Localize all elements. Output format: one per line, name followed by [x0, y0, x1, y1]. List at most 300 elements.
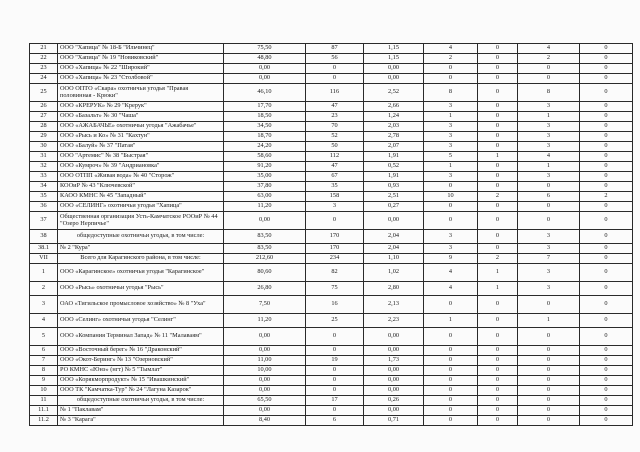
- organization-name-cell: ООО «Компания Терминал Запад» № 11 "Малаваям": [58, 328, 224, 346]
- value-cell-v4: 3: [424, 244, 478, 254]
- value-cell-v1: 37,80: [224, 182, 306, 192]
- table-row: [30, 152, 633, 162]
- value-cell-v6: 0: [518, 356, 580, 366]
- row-number-cell: 29: [30, 132, 58, 142]
- value-cell-v2: 116: [306, 84, 364, 102]
- value-cell-v2: 170: [306, 230, 364, 244]
- row-number-cell: 35: [30, 192, 58, 202]
- row-number-cell: 9: [30, 376, 58, 386]
- value-cell-v7: 0: [580, 356, 633, 366]
- value-cell-v2: 0: [306, 64, 364, 74]
- value-cell-v7: 0: [580, 396, 633, 406]
- value-cell-v7: 0: [580, 84, 633, 102]
- value-cell-v6: 0: [518, 182, 580, 192]
- value-cell-v3: 0,00: [364, 212, 424, 230]
- value-cell-v5: 0: [478, 112, 518, 122]
- value-cell-v1: 58,60: [224, 152, 306, 162]
- table-row: [30, 314, 633, 328]
- organization-name-cell: ООО «Балуй» № 37 "Патая": [58, 142, 224, 152]
- table-row: [30, 102, 633, 112]
- value-cell-v7: 0: [580, 328, 633, 346]
- value-cell-v2: 170: [306, 244, 364, 254]
- value-cell-v2: 0: [306, 376, 364, 386]
- value-cell-v2: 112: [306, 152, 364, 162]
- value-cell-v4: 0: [424, 74, 478, 84]
- value-cell-v6: 1: [518, 162, 580, 172]
- organization-name-cell: ООО ТК "Камчатка-Тур" № 24 "Лагуна Казарок": [58, 386, 224, 396]
- value-cell-v5: 0: [478, 212, 518, 230]
- value-cell-v2: 0: [306, 386, 364, 396]
- value-cell-v3: 2,66: [364, 102, 424, 112]
- value-cell-v4: 0: [424, 328, 478, 346]
- table-row: [30, 376, 633, 386]
- table-row: [30, 356, 633, 366]
- table-row: [30, 328, 633, 346]
- row-number-cell: 2: [30, 282, 58, 296]
- value-cell-v5: 2: [478, 192, 518, 202]
- value-cell-v7: 0: [580, 122, 633, 132]
- value-cell-v5: 0: [478, 102, 518, 112]
- organization-name-cell: ООО ОПТО «Скара» охотничьи угодья "Правая половинная - Крюки": [58, 84, 224, 102]
- value-cell-v5: 0: [478, 386, 518, 396]
- row-number-cell: 3: [30, 296, 58, 314]
- value-cell-v7: 0: [580, 112, 633, 122]
- value-cell-v7: 0: [580, 282, 633, 296]
- table-row: [30, 264, 633, 282]
- value-cell-v5: 0: [478, 202, 518, 212]
- organization-name-cell: РО КМНС «Юнэ» (нгт) № 5 "Тымлат": [58, 366, 224, 376]
- value-cell-v2: 17: [306, 396, 364, 406]
- organization-name-cell: ООО «Окот-Беринг» № 13 "Озерновский": [58, 356, 224, 366]
- value-cell-v1: 0,00: [224, 328, 306, 346]
- table-row: [30, 416, 633, 426]
- value-cell-v5: 0: [478, 54, 518, 64]
- table-row: [30, 386, 633, 396]
- value-cell-v3: 0,71: [364, 416, 424, 426]
- value-cell-v2: 35: [306, 182, 364, 192]
- value-cell-v4: 4: [424, 264, 478, 282]
- organization-name-cell: № 2 "Кура": [58, 244, 224, 254]
- organization-name-cell: № 1 "Паклавам": [58, 406, 224, 416]
- value-cell-v6: 3: [518, 282, 580, 296]
- value-cell-v5: 0: [478, 346, 518, 356]
- row-number-cell: 11.2: [30, 416, 58, 426]
- table-row: [30, 244, 633, 254]
- organization-name-cell: ООО «Карагинское» охотничьи угодья "Карагинское": [58, 264, 224, 282]
- table-row: [30, 172, 633, 182]
- value-cell-v5: 0: [478, 162, 518, 172]
- value-cell-v4: 5: [424, 152, 478, 162]
- value-cell-v5: 1: [478, 282, 518, 296]
- value-cell-v6: 3: [518, 264, 580, 282]
- value-cell-v1: 0,00: [224, 376, 306, 386]
- value-cell-v2: 87: [306, 44, 364, 54]
- value-cell-v2: 0: [306, 346, 364, 356]
- organization-name-cell: общедоступные охотничьи угодья, в том числе:: [58, 396, 224, 406]
- value-cell-v4: 0: [424, 396, 478, 406]
- value-cell-v3: 1,15: [364, 44, 424, 54]
- value-cell-v1: 0,00: [224, 212, 306, 230]
- row-number-cell: 31: [30, 152, 58, 162]
- value-cell-v5: 0: [478, 314, 518, 328]
- hunting-grounds-table: [29, 43, 633, 426]
- value-cell-v3: 2,23: [364, 314, 424, 328]
- organization-name-cell: ООО «Хапица» № 22 "Широкий": [58, 64, 224, 74]
- value-cell-v6: 0: [518, 346, 580, 356]
- row-number-cell: 21: [30, 44, 58, 54]
- value-cell-v3: 2,07: [364, 142, 424, 152]
- value-cell-v1: 80,60: [224, 264, 306, 282]
- value-cell-v4: 0: [424, 366, 478, 376]
- value-cell-v3: 0,00: [364, 406, 424, 416]
- value-cell-v2: 52: [306, 132, 364, 142]
- value-cell-v4: 3: [424, 132, 478, 142]
- value-cell-v6: 3: [518, 172, 580, 182]
- value-cell-v2: 70: [306, 122, 364, 132]
- row-number-cell: 27: [30, 112, 58, 122]
- value-cell-v5: 0: [478, 122, 518, 132]
- value-cell-v1: 18,50: [224, 112, 306, 122]
- value-cell-v1: 11,20: [224, 314, 306, 328]
- value-cell-v2: 50: [306, 142, 364, 152]
- value-cell-v4: 0: [424, 376, 478, 386]
- value-cell-v7: 0: [580, 44, 633, 54]
- value-cell-v3: 1,10: [364, 254, 424, 264]
- value-cell-v1: 65,50: [224, 396, 306, 406]
- value-cell-v6: 0: [518, 212, 580, 230]
- value-cell-v4: 3: [424, 102, 478, 112]
- value-cell-v3: 1,91: [364, 152, 424, 162]
- organization-name-cell: ООО «Рысь и Ко» № 31 "Кахтун": [58, 132, 224, 142]
- value-cell-v4: 0: [424, 356, 478, 366]
- value-cell-v4: 0: [424, 406, 478, 416]
- value-cell-v1: 46,10: [224, 84, 306, 102]
- value-cell-v6: 2: [518, 54, 580, 64]
- row-number-cell: 32: [30, 162, 58, 172]
- value-cell-v4: 3: [424, 122, 478, 132]
- value-cell-v6: 1: [518, 112, 580, 122]
- table-row: [30, 212, 633, 230]
- table-row: [30, 406, 633, 416]
- value-cell-v1: 212,60: [224, 254, 306, 264]
- value-cell-v4: 8: [424, 84, 478, 102]
- table-row: [30, 230, 633, 244]
- value-cell-v2: 67: [306, 172, 364, 182]
- value-cell-v2: 56: [306, 54, 364, 64]
- value-cell-v2: 16: [306, 296, 364, 314]
- value-cell-v5: 0: [478, 64, 518, 74]
- value-cell-v2: 0: [306, 366, 364, 376]
- organization-name-cell: ООО «АЖАБАЧЬЕ» охотничьи угодья "Ажабачье": [58, 122, 224, 132]
- row-number-cell: 7: [30, 356, 58, 366]
- value-cell-v6: 3: [518, 244, 580, 254]
- table-row: [30, 202, 633, 212]
- row-number-cell: 26: [30, 102, 58, 112]
- organization-name-cell: ООО «Восточный берег» № 16 "Драконский": [58, 346, 224, 356]
- value-cell-v3: 0,00: [364, 64, 424, 74]
- value-cell-v7: 0: [580, 152, 633, 162]
- value-cell-v7: 0: [580, 376, 633, 386]
- table-row: [30, 396, 633, 406]
- value-cell-v7: 0: [580, 296, 633, 314]
- value-cell-v7: 0: [580, 162, 633, 172]
- table-row: [30, 366, 633, 376]
- value-cell-v6: 3: [518, 230, 580, 244]
- organization-name-cell: КАОО КМНС № 45 "Западный": [58, 192, 224, 202]
- value-cell-v6: 3: [518, 102, 580, 112]
- table-row: [30, 254, 633, 264]
- value-cell-v3: 0,00: [364, 346, 424, 356]
- organization-name-cell: ООО "Хапица" № 19 "Новиковский": [58, 54, 224, 64]
- value-cell-v3: 0,26: [364, 396, 424, 406]
- value-cell-v1: 11,20: [224, 202, 306, 212]
- value-cell-v2: 25: [306, 314, 364, 328]
- value-cell-v1: 26,80: [224, 282, 306, 296]
- table-row: [30, 132, 633, 142]
- value-cell-v2: 19: [306, 356, 364, 366]
- value-cell-v2: 0: [306, 406, 364, 416]
- value-cell-v5: 1: [478, 152, 518, 162]
- table-row: [30, 192, 633, 202]
- value-cell-v2: 23: [306, 112, 364, 122]
- organization-name-cell: № 3 "Карага": [58, 416, 224, 426]
- value-cell-v6: 0: [518, 366, 580, 376]
- value-cell-v1: 34,50: [224, 122, 306, 132]
- value-cell-v4: 0: [424, 202, 478, 212]
- organization-name-cell: ООО «Корякморпродукт» № 15 "Ивашкинский": [58, 376, 224, 386]
- value-cell-v6: 0: [518, 406, 580, 416]
- row-number-cell: 30: [30, 142, 58, 152]
- value-cell-v6: 3: [518, 122, 580, 132]
- value-cell-v3: 2,04: [364, 230, 424, 244]
- value-cell-v4: 0: [424, 346, 478, 356]
- value-cell-v6: 0: [518, 64, 580, 74]
- value-cell-v3: 1,24: [364, 112, 424, 122]
- value-cell-v6: 0: [518, 396, 580, 406]
- value-cell-v3: 0,00: [364, 74, 424, 84]
- value-cell-v3: 2,13: [364, 296, 424, 314]
- table-row: [30, 44, 633, 54]
- value-cell-v7: 0: [580, 64, 633, 74]
- value-cell-v4: 9: [424, 254, 478, 264]
- row-number-cell: 10: [30, 386, 58, 396]
- value-cell-v3: 0,00: [364, 328, 424, 346]
- value-cell-v7: 0: [580, 142, 633, 152]
- value-cell-v4: 1: [424, 162, 478, 172]
- value-cell-v1: 0,00: [224, 386, 306, 396]
- row-number-cell: 25: [30, 84, 58, 102]
- value-cell-v3: 1,73: [364, 356, 424, 366]
- value-cell-v3: 2,80: [364, 282, 424, 296]
- value-cell-v5: 0: [478, 356, 518, 366]
- value-cell-v3: 1,02: [364, 264, 424, 282]
- row-number-cell: 22: [30, 54, 58, 64]
- value-cell-v5: 0: [478, 328, 518, 346]
- value-cell-v1: 75,50: [224, 44, 306, 54]
- row-number-cell: 36: [30, 202, 58, 212]
- value-cell-v2: 0: [306, 212, 364, 230]
- value-cell-v5: 0: [478, 296, 518, 314]
- value-cell-v6: 0: [518, 74, 580, 84]
- value-cell-v7: 0: [580, 406, 633, 416]
- value-cell-v4: 0: [424, 296, 478, 314]
- value-cell-v7: 0: [580, 416, 633, 426]
- value-cell-v5: 0: [478, 396, 518, 406]
- value-cell-v4: 0: [424, 182, 478, 192]
- value-cell-v7: 0: [580, 132, 633, 142]
- value-cell-v7: 0: [580, 182, 633, 192]
- value-cell-v1: 0,00: [224, 74, 306, 84]
- value-cell-v5: 0: [478, 230, 518, 244]
- value-cell-v4: 1: [424, 112, 478, 122]
- value-cell-v1: 48,80: [224, 54, 306, 64]
- value-cell-v5: 0: [478, 44, 518, 54]
- value-cell-v1: 0,00: [224, 406, 306, 416]
- value-cell-v6: 0: [518, 386, 580, 396]
- value-cell-v1: 10,00: [224, 366, 306, 376]
- row-number-cell: 23: [30, 64, 58, 74]
- value-cell-v6: 1: [518, 314, 580, 328]
- value-cell-v6: 0: [518, 328, 580, 346]
- table-row: [30, 84, 633, 102]
- value-cell-v4: 10: [424, 192, 478, 202]
- value-cell-v3: 2,03: [364, 122, 424, 132]
- value-cell-v4: 3: [424, 230, 478, 244]
- row-number-cell: 28: [30, 122, 58, 132]
- table-row: [30, 64, 633, 74]
- value-cell-v5: 2: [478, 254, 518, 264]
- value-cell-v3: 1,91: [364, 172, 424, 182]
- value-cell-v5: 0: [478, 416, 518, 426]
- table-row: [30, 54, 633, 64]
- organization-name-cell: ООО «Базальт» № 30 "Чаша": [58, 112, 224, 122]
- value-cell-v6: 4: [518, 44, 580, 54]
- value-cell-v7: 0: [580, 264, 633, 282]
- row-number-cell: 24: [30, 74, 58, 84]
- table-row: [30, 182, 633, 192]
- value-cell-v2: 0: [306, 74, 364, 84]
- value-cell-v5: 0: [478, 182, 518, 192]
- value-cell-v7: 0: [580, 74, 633, 84]
- value-cell-v4: 3: [424, 172, 478, 182]
- value-cell-v2: 47: [306, 162, 364, 172]
- row-number-cell: 37: [30, 212, 58, 230]
- value-cell-v1: 0,00: [224, 346, 306, 356]
- table-row: [30, 142, 633, 152]
- value-cell-v2: 6: [306, 416, 364, 426]
- organization-name-cell: ООО «Рысь» охотничьи угодья "Рысь": [58, 282, 224, 296]
- value-cell-v5: 0: [478, 406, 518, 416]
- value-cell-v2: 75: [306, 282, 364, 296]
- value-cell-v7: 0: [580, 172, 633, 182]
- value-cell-v3: 0,00: [364, 376, 424, 386]
- row-number-cell: 4: [30, 314, 58, 328]
- row-number-cell: 38.1: [30, 244, 58, 254]
- value-cell-v1: 18,70: [224, 132, 306, 142]
- row-number-cell: 1: [30, 264, 58, 282]
- row-number-cell: 33: [30, 172, 58, 182]
- row-number-cell: VII: [30, 254, 58, 264]
- value-cell-v6: 3: [518, 132, 580, 142]
- value-cell-v7: 0: [580, 254, 633, 264]
- value-cell-v2: 3: [306, 202, 364, 212]
- value-cell-v5: 0: [478, 376, 518, 386]
- table-row: [30, 346, 633, 356]
- table-row: [30, 122, 633, 132]
- organization-name-cell: ООО «Хапица» № 23 "Столбовой": [58, 74, 224, 84]
- table-row: [30, 296, 633, 314]
- value-cell-v1: 35,00: [224, 172, 306, 182]
- value-cell-v7: 0: [580, 230, 633, 244]
- organization-name-cell: ООО ОТПП «Живая вода» № 40 "Сторож": [58, 172, 224, 182]
- value-cell-v6: 8: [518, 84, 580, 102]
- organization-name-cell: ООО «КРЕРУК» № 29 "Крерук": [58, 102, 224, 112]
- table-row: [30, 112, 633, 122]
- row-number-cell: 38: [30, 230, 58, 244]
- value-cell-v4: 0: [424, 64, 478, 74]
- organization-name-cell: ООО "Хапица" № 18-Б "Ильчинец": [58, 44, 224, 54]
- organization-name-cell: КООиР № 43 "Ключевской": [58, 182, 224, 192]
- value-cell-v3: 0,93: [364, 182, 424, 192]
- value-cell-v7: 0: [580, 346, 633, 356]
- value-cell-v4: 2: [424, 54, 478, 64]
- value-cell-v5: 1: [478, 264, 518, 282]
- value-cell-v1: 8,40: [224, 416, 306, 426]
- value-cell-v7: 0: [580, 314, 633, 328]
- value-cell-v4: 0: [424, 212, 478, 230]
- row-number-cell: 5: [30, 328, 58, 346]
- value-cell-v6: 0: [518, 202, 580, 212]
- value-cell-v6: 4: [518, 152, 580, 162]
- row-number-cell: 8: [30, 366, 58, 376]
- value-cell-v7: 0: [580, 386, 633, 396]
- value-cell-v5: 0: [478, 142, 518, 152]
- value-cell-v4: 4: [424, 44, 478, 54]
- value-cell-v7: 0: [580, 54, 633, 64]
- table-row: [30, 74, 633, 84]
- organization-name-cell: Всего для Карагинского района, в том числе:: [58, 254, 224, 264]
- value-cell-v7: 2: [580, 192, 633, 202]
- value-cell-v6: 0: [518, 416, 580, 426]
- value-cell-v7: 0: [580, 102, 633, 112]
- value-cell-v3: 0,00: [364, 386, 424, 396]
- value-cell-v1: 83,50: [224, 230, 306, 244]
- table-row: [30, 282, 633, 296]
- value-cell-v7: 0: [580, 212, 633, 230]
- value-cell-v6: 7: [518, 254, 580, 264]
- value-cell-v6: 3: [518, 142, 580, 152]
- organization-name-cell: ОАО «Тигильское промысловое хозяйство» № 8 "Уха": [58, 296, 224, 314]
- organization-name-cell: ООО "Артемис" № 38 "Быстрая": [58, 152, 224, 162]
- value-cell-v2: 47: [306, 102, 364, 112]
- value-cell-v1: 17,70: [224, 102, 306, 112]
- organization-name-cell: ООО «Селинг» охотничьи угодья "Селинг": [58, 314, 224, 328]
- value-cell-v1: 24,20: [224, 142, 306, 152]
- value-cell-v3: 2,04: [364, 244, 424, 254]
- value-cell-v5: 0: [478, 74, 518, 84]
- row-number-cell: 34: [30, 182, 58, 192]
- value-cell-v3: 0,27: [364, 202, 424, 212]
- value-cell-v6: 0: [518, 296, 580, 314]
- value-cell-v2: 82: [306, 264, 364, 282]
- value-cell-v6: 0: [518, 376, 580, 386]
- value-cell-v2: 0: [306, 328, 364, 346]
- value-cell-v3: 2,52: [364, 84, 424, 102]
- value-cell-v4: 3: [424, 142, 478, 152]
- value-cell-v5: 0: [478, 244, 518, 254]
- row-number-cell: 11: [30, 396, 58, 406]
- value-cell-v4: 0: [424, 386, 478, 396]
